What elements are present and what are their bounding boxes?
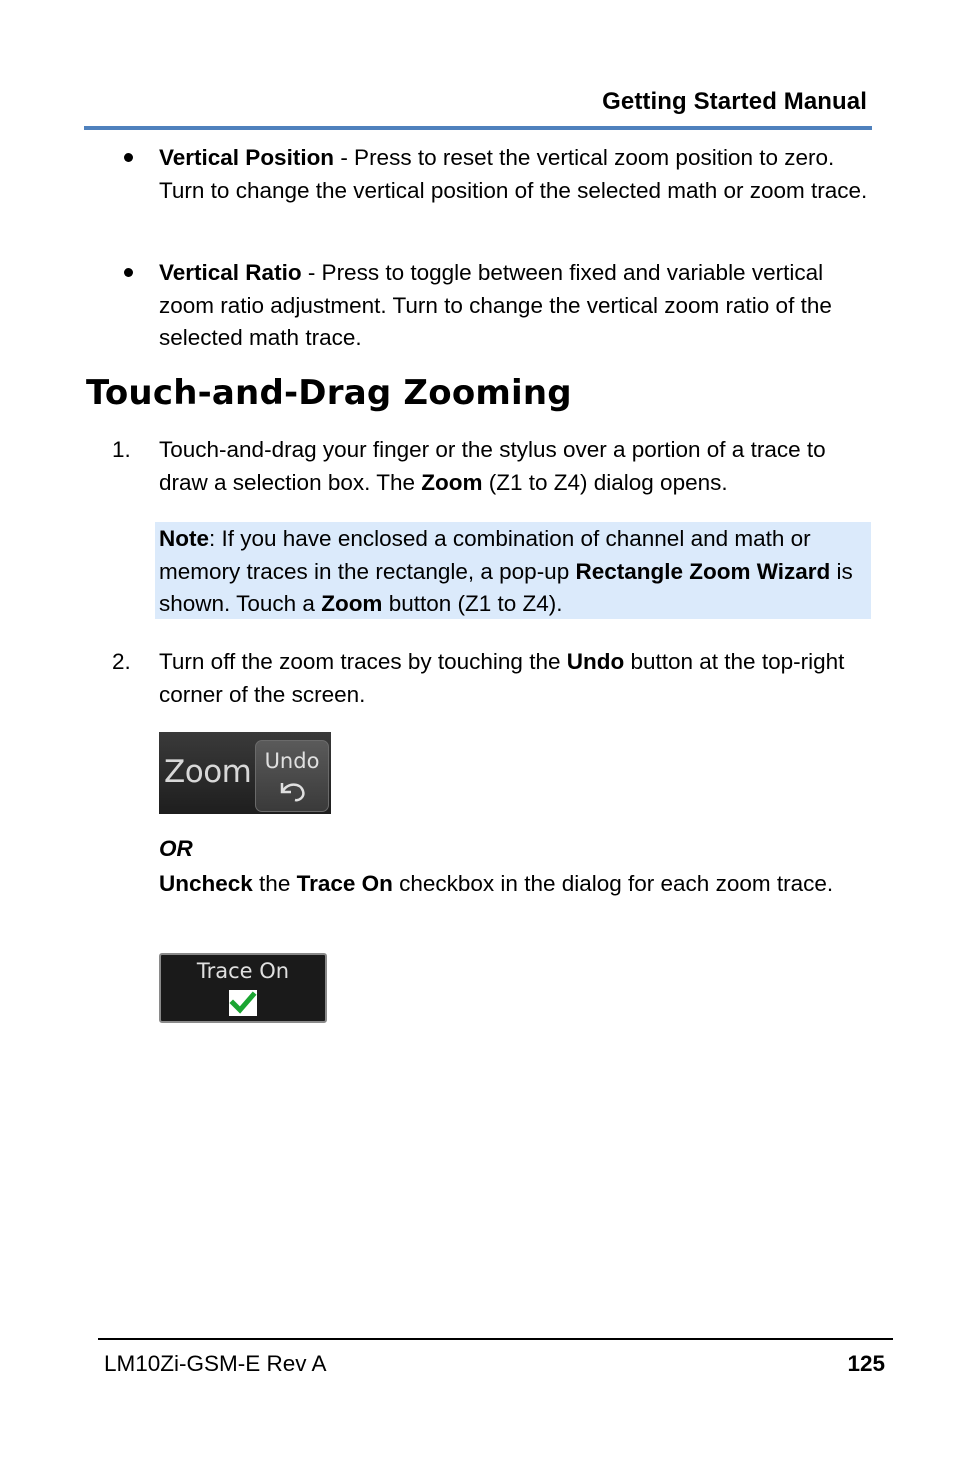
header-rule [84,126,872,130]
undo-button[interactable] [255,740,329,812]
bullet-term: Vertical Position [159,145,335,170]
note-box [155,522,871,619]
checkmark-icon [229,990,257,1016]
bullet-term: Vertical Ratio [159,260,302,285]
footer-doc-id: LM10Zi-GSM-E Rev A [104,1351,327,1376]
note-label: Note [159,526,209,551]
step-2 [112,646,871,711]
uncheck-bold: Uncheck [159,871,253,896]
step-number: 1. [112,437,131,462]
undo-arrow-icon [278,779,308,803]
trace-on-label: Trace On [196,959,290,983]
bullet-vertical-ratio [159,257,871,355]
note-bold: Zoom [321,591,383,616]
step-bold: Zoom [421,469,483,495]
bullet-icon [124,268,133,277]
uncheck-text-part: checkbox in the dialog for each zoom trace. [392,871,834,896]
step-text: Turn off the zoom traces by touching the [159,649,567,674]
zoom-label: Zoom [164,754,252,790]
note-bold: Rectangle Zoom Wizard [575,558,831,584]
trace-on-bold: Trace On [296,871,393,896]
uncheck-instruction [159,868,871,901]
header-title: Getting Started Manual [602,88,867,115]
step-text: Touch-and-drag your finger or the stylus over a portion of a trace to draw a selection box. The [159,437,826,495]
undo-label: Undo [264,749,320,773]
zoom-undo-screenshot [159,732,331,814]
trace-on-checkbox[interactable] [229,990,257,1016]
section-heading: Touch-and-Drag Zooming [86,373,572,413]
step-number: 2. [112,649,131,674]
note-text-part: : If you have enclosed a combination of channel and math or memory traces in the rectangle, a pop-up [159,526,811,584]
page-number: 125 [847,1351,885,1376]
note-text-part: button (Z1 to Z4). [382,591,563,616]
trace-on-screenshot [159,953,327,1023]
step-text: (Z1 to Z4) dialog opens. [482,469,728,495]
or-text: OR [159,836,193,861]
note-text-part: is shown. Touch a [159,558,853,616]
bullet-icon [124,153,133,162]
bullet-text: - Press to reset the vertical zoom position to zero. Turn to change the vertical position of the selected math or zoom trace. [159,145,868,203]
step-1 [112,434,871,499]
uncheck-text-part: the [252,871,297,896]
step-text: button at the top-right corner of the screen. [159,649,845,707]
bullet-text: - Press to toggle between fixed and variable vertical zoom ratio adjustment. Turn to change the vertical zoom ratio of the selected math trace. [159,260,832,350]
note-text [159,523,869,621]
footer-rule [98,1338,893,1340]
bullet-vertical-position [159,142,871,207]
step-bold: Undo [566,649,625,674]
